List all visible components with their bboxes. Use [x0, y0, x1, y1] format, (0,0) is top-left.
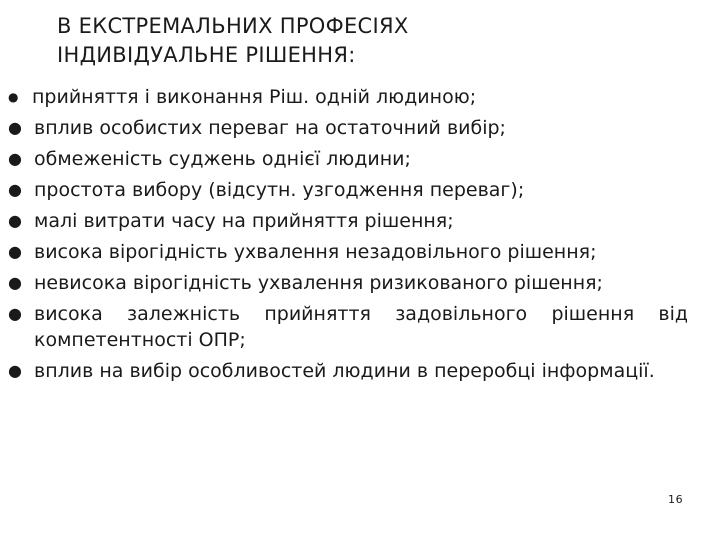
bullet-item-3	[0, 146, 688, 172]
bullet-icon: ●	[8, 180, 22, 199]
bullet-item-1	[0, 84, 688, 110]
bullet-item-4	[0, 177, 688, 203]
bullet-icon: ●	[8, 361, 22, 380]
bullet-icon: ●	[8, 211, 22, 230]
bullet-list	[0, 84, 720, 384]
bullet-text: малі витрати часу на прийняття рішення;	[34, 210, 454, 232]
bullet-text: прийняття і виконання Ріш. одній людиною;	[32, 86, 477, 108]
bullet-text: невисока вірогідність ухвалення ризикованого рішення;	[34, 272, 603, 294]
bullet-icon: ●	[8, 304, 22, 323]
bullet-icon: ●	[8, 273, 22, 292]
bullet-item-8	[0, 301, 688, 353]
slide-title	[57, 12, 677, 70]
title-line-1: В ЕКСТРЕМАЛЬНИХ ПРОФЕСІЯХ	[57, 14, 409, 38]
bullet-text: вплив на вибір особливостей людини в переробці інформації.	[34, 360, 655, 382]
bullet-text: простота вибору (відсутн. узгодження переваг);	[34, 179, 525, 201]
bullet-icon: ●	[8, 242, 22, 261]
page-number: 16	[668, 493, 684, 506]
bullet-item-7	[0, 270, 688, 296]
bullet-text: обмеженість суджень однієї людини;	[34, 148, 411, 170]
title-line-2: ІНДИВІДУАЛЬНЕ РІШЕННЯ:	[57, 43, 356, 67]
bullet-text: висока залежність прийняття задовільного рішення від компетентності ОПР;	[34, 303, 688, 351]
bullet-text: вплив особистих переваг на остаточний вибір;	[34, 117, 506, 139]
bullet-item-2	[0, 115, 688, 141]
bullet-icon: ●	[8, 118, 22, 137]
bullet-item-5	[0, 208, 688, 234]
bullet-item-6	[0, 239, 688, 265]
bullet-item-9	[0, 358, 688, 384]
bullet-icon: ●	[8, 90, 19, 104]
bullet-text: висока вірогідність ухвалення незадовільного рішення;	[34, 241, 597, 263]
bullet-icon: ●	[8, 149, 22, 168]
